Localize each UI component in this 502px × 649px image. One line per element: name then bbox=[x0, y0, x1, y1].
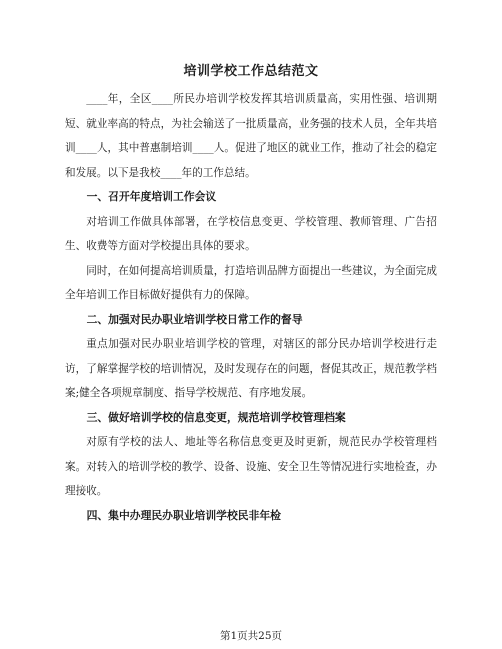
section-heading: 一、召开年度培训工作会议 bbox=[86, 190, 217, 203]
paragraph: 对培训工作做具体部署，在学校信息变更、学校管理、教师管理、广告招生、收费等方面对学校提出具体的要求。 bbox=[65, 215, 437, 252]
document-body bbox=[65, 87, 437, 528]
section-heading: 三、做好培训学校的信息变更，规范培训学校管理档案 bbox=[86, 410, 346, 424]
section-heading: 四、集中办理民办职业培训学校民非年检 bbox=[86, 508, 281, 522]
paragraph: 重点加强对民办职业培训学校的管理，对辖区的部分民办培训学校进行走访，了解掌握学校的培训情况，及时发现存在的问题，督促其改正，规范教学档案;健全各项规章制度、指导学校规范、有序地发展。 bbox=[65, 338, 437, 399]
document-title: 培训学校工作总结范文 bbox=[183, 64, 319, 79]
paragraph: ____年，全区____所民办培训学校发挥其培训质量高，实用性强、培训期短、就业率高的特点，为社会输送了一批质量高，业务强的技术人员，全年共培训____人，其中普惠制培训____人。促进了地区的就业工作，推动了社会的稳定和发展。以下是我校____年的工作总结。 bbox=[65, 93, 437, 179]
paragraph: 同时，在如何提高培训质量，打造培训品牌方面提出一些建议，为全面完成全年培训工作目标做好提供有力的保障。 bbox=[65, 264, 437, 301]
page-number: 第1页共25页 bbox=[219, 630, 283, 642]
section-heading: 二、加强对民办职业培训学校日常工作的督导 bbox=[86, 312, 303, 326]
paragraph: 对原有学校的法人、地址等名称信息变更及时更新，规范民办学校管理档案。对转入的培训学校的教学、设备、设施、安全卫生等情况进行实地检查，办理接收。 bbox=[65, 436, 437, 497]
